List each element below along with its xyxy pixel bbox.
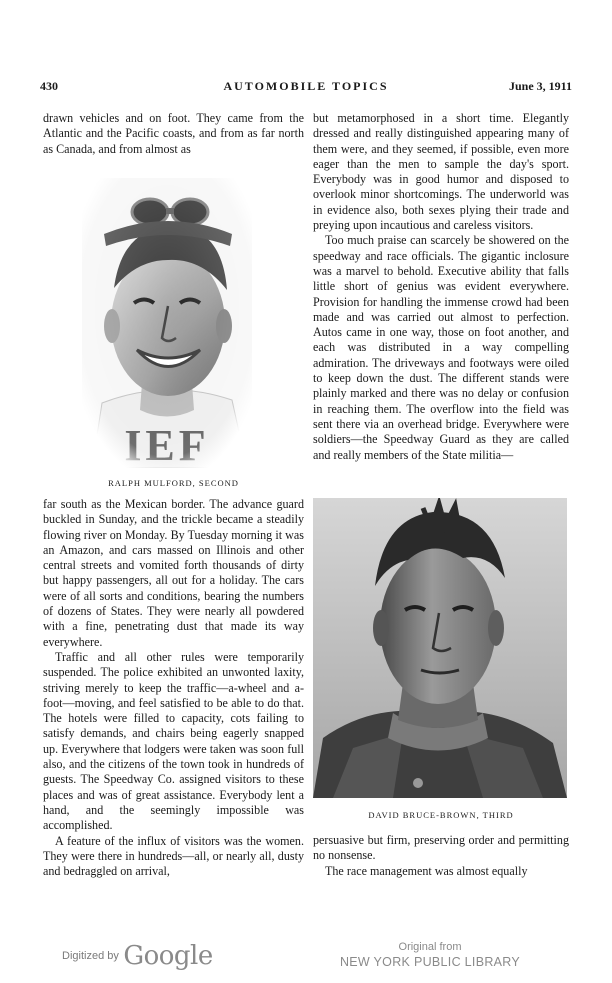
paragraph: Traffic and all other rules were temporarily suspended. The police exhibited an unwonted laxity, striving merely to keep the traffic—a-wheel and a-foot—moving, and feel satisfied to be able to do that. The hotels were filled to capacity, cots failing to satisfy demands, and chairs being eagerly snapped up. Everywhere that lodgers were taken was soon full also, and the citizens of the town took in hundreds of guests. The Speedway Co. assigned visitors to these places and was of great assistance. Everybody lent a hand, and the seemingly impossible was accomplished. (43, 649, 304, 833)
paragraph: Too much praise can scarcely be showered on the speedway and race officials. The gigantic inclosure was a marvel to behold. Executive ability that falls little short of genius was evident everywhere. Provision for handling the immense crowd had been made and was carried out almost to perfection. Autos came in one way, those on foot another, and each was distributed in a way compelling admiration. The driveways and footways were oiled to keep down the dust. The different stands were plainly marked and there was no delay or confusion in reaching them. The overflow into the field was sent there via an overhead bridge. Everywhere were soldiers—the Speedway Guard as they are called and really members of the State militia— (313, 233, 569, 462)
right-column-top (313, 111, 569, 463)
paragraph: A feature of the influx of visitors was the women. They were there in hundreds—all, or nearly all, dusty and bedraggled on arrival, (43, 833, 304, 879)
right-column-bottom (313, 833, 569, 879)
ralph-mulford-photo (82, 178, 252, 468)
mulford-caption: RALPH MULFORD, SECOND (108, 478, 239, 488)
paragraph: The race management was almost equally (325, 863, 528, 878)
left-column-top (43, 111, 304, 157)
original-from-label: Original from (398, 941, 462, 953)
paragraph: far south as the Mexican border. The advance guard buckled in Sunday, and the trickle became a steadily flowing river on Monday. By Tuesday morning it was an Amazon, and cars massed on Illinois and other central streets and vomited forth thousands of dirty but happy passengers, all out for a holiday. The cars were of all sorts and conditions, bearing the numbers of dozens of States. They were nearly all powdered with a fine, penetrating dust that made its way everywhere. (43, 497, 304, 649)
paragraph: persuasive but firm, preserving order and permitting no nonsense. (313, 833, 569, 863)
paragraph: drawn vehicles and on foot. They came from the Atlantic and the Pacific coasts, and from as far north as Canada, and from almost as (43, 111, 304, 156)
paragraph: but metamorphosed in a short time. Elegantly dressed and really distinguished appearing many of them were, and they seemed, if possible, even more eager than the men to sample the day's sport. Everybody was in good humor and disposed to overlook minor shortcomings. The underworld was in evidence also, both sexes plying their trade and preying upon incautious and careless visitors. (313, 111, 569, 233)
journal-title: AUTOMOBILE TOPICS (223, 79, 389, 93)
left-column-bottom (43, 497, 304, 879)
running-header (40, 79, 572, 95)
library-name: NEW YORK PUBLIC LIBRARY (339, 955, 521, 969)
google-logo: Google (123, 941, 213, 971)
david-bruce-brown-photo (313, 498, 567, 798)
issue-date: June 3, 1911 (508, 79, 572, 93)
page-number: 430 (40, 79, 58, 93)
library-watermark (330, 941, 530, 970)
bruce-brown-caption: DAVID BRUCE-BROWN, THIRD (368, 810, 514, 820)
digitized-by-watermark (62, 941, 213, 971)
digitized-by-label: Digitized by (62, 950, 119, 962)
